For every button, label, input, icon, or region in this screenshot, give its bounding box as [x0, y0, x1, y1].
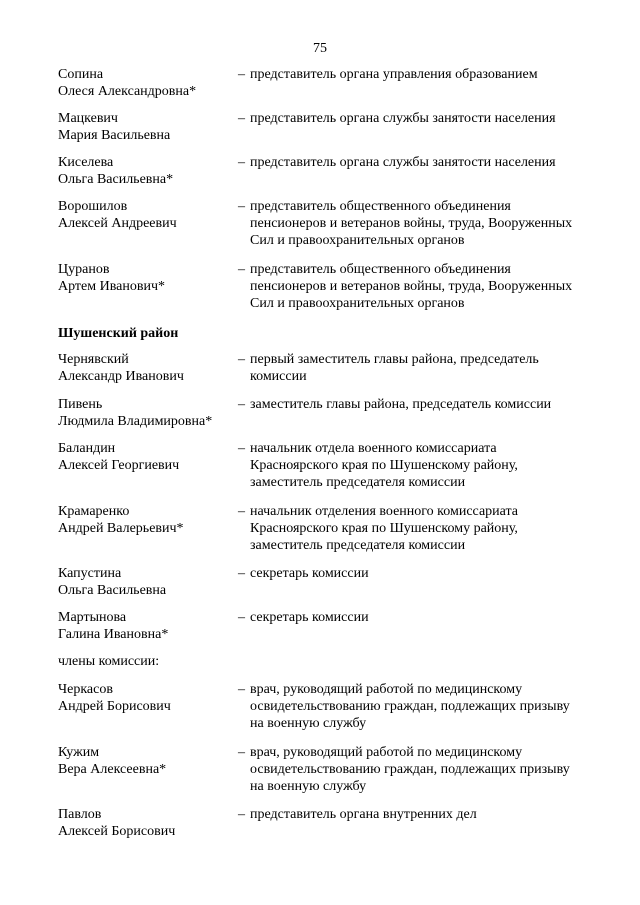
- given-names: Ольга Васильевна: [58, 583, 167, 598]
- surname: Сопина: [58, 67, 104, 82]
- person-name: [58, 744, 238, 778]
- surname: Мацкевич: [58, 111, 118, 126]
- surname: Киселева: [58, 155, 114, 170]
- dash-separator: –: [238, 111, 245, 126]
- surname: Пивень: [58, 397, 103, 412]
- role-line: Красноярского края по Шушенскому району,: [250, 521, 518, 536]
- role-text: [238, 806, 598, 823]
- page-number: 75: [313, 41, 327, 56]
- person-role: [238, 681, 598, 732]
- role-text: [238, 351, 598, 385]
- role-line: первый заместитель главы района, председатель: [250, 352, 539, 367]
- surname: Капустина: [58, 566, 122, 581]
- role-line: Сил и правоохранительных органов: [250, 296, 465, 311]
- role-text: [238, 440, 598, 491]
- person-role: [238, 609, 598, 626]
- role-line: представитель общественного объединения: [250, 262, 511, 277]
- role-text: [238, 503, 598, 554]
- surname: Цуранов: [58, 262, 110, 277]
- role-text: [238, 681, 598, 732]
- dash-separator: –: [238, 397, 245, 412]
- person-name: [58, 66, 238, 100]
- role-line: секретарь комиссии: [250, 566, 369, 581]
- surname: Мартынова: [58, 610, 127, 625]
- person-name: [58, 154, 238, 188]
- person-role: [238, 261, 598, 312]
- person-name: [58, 565, 238, 599]
- person-role: [238, 154, 598, 171]
- person-role: [238, 396, 598, 413]
- role-text: [238, 609, 598, 626]
- person-name: [58, 503, 238, 537]
- given-names: Олеся Александровна*: [58, 84, 197, 99]
- role-line: на военную службу: [250, 779, 367, 794]
- members-label: члены комиссии:: [58, 654, 160, 669]
- given-names: Александр Иванович: [58, 369, 184, 384]
- surname: Баландин: [58, 441, 116, 456]
- given-names: Вера Алексеевна*: [58, 762, 167, 777]
- role-line: представитель общественного объединения: [250, 199, 511, 214]
- surname: Ворошилов: [58, 199, 128, 214]
- role-text: [238, 396, 598, 413]
- role-line: освидетельствованию граждан, подлежащих призыву: [250, 699, 570, 714]
- given-names: Людмила Владимировна*: [58, 414, 213, 429]
- role-line: Красноярского края по Шушенскому району,: [250, 458, 518, 473]
- surname: Чернявский: [58, 352, 129, 367]
- person-name: [58, 396, 238, 430]
- person-role: [238, 806, 598, 823]
- role-text: [238, 198, 598, 249]
- given-names: Мария Васильевна: [58, 128, 171, 143]
- role-line: секретарь комиссии: [250, 610, 369, 625]
- role-line: заместитель главы района, председатель комиссии: [250, 397, 552, 412]
- given-names: Алексей Георгиевич: [58, 458, 180, 473]
- person-name: [58, 261, 238, 295]
- role-line: начальник отделения военного комиссариата: [250, 504, 519, 519]
- dash-separator: –: [238, 67, 245, 82]
- role-line: на военную службу: [250, 716, 367, 731]
- given-names: Артем Иванович*: [58, 279, 166, 294]
- role-line: Сил и правоохранительных органов: [250, 233, 465, 248]
- role-line: представитель органа внутренних дел: [250, 807, 477, 822]
- dash-separator: –: [238, 199, 245, 214]
- dash-separator: –: [238, 504, 245, 519]
- given-names: Ольга Васильевна*: [58, 172, 174, 187]
- given-names: Андрей Валерьевич*: [58, 521, 184, 536]
- person-role: [238, 110, 598, 127]
- role-line: врач, руководящий работой по медицинскому: [250, 682, 523, 697]
- person-role: [238, 198, 598, 249]
- role-line: начальник отдела военного комиссариата: [250, 441, 497, 456]
- dash-separator: –: [238, 610, 245, 625]
- person-name: [58, 681, 238, 715]
- role-line: комиссии: [250, 369, 307, 384]
- person-name: [58, 198, 238, 232]
- surname: Черкасов: [58, 682, 113, 697]
- role-text: [238, 66, 598, 83]
- dash-separator: –: [238, 807, 245, 822]
- dash-separator: –: [238, 745, 245, 760]
- surname: Павлов: [58, 807, 102, 822]
- given-names: Алексей Борисович: [58, 824, 176, 839]
- dash-separator: –: [238, 566, 245, 581]
- dash-separator: –: [238, 262, 245, 277]
- role-line: врач, руководящий работой по медицинскому: [250, 745, 523, 760]
- person-name: [58, 110, 238, 144]
- role-line: заместитель председателя комиссии: [250, 475, 466, 490]
- role-text: [238, 154, 598, 171]
- person-name: [58, 440, 238, 474]
- surname: Кужим: [58, 745, 100, 760]
- given-names: Галина Ивановна*: [58, 627, 169, 642]
- person-role: [238, 440, 598, 491]
- surname: Крамаренко: [58, 504, 130, 519]
- person-role: [238, 351, 598, 385]
- given-names: Андрей Борисович: [58, 699, 171, 714]
- person-role: [238, 66, 598, 83]
- person-name: [58, 609, 238, 643]
- person-role: [238, 744, 598, 795]
- role-text: [238, 110, 598, 127]
- role-text: [238, 565, 598, 582]
- role-line: пенсионеров и ветеранов войны, труда, Вооруженных: [250, 279, 573, 294]
- section-heading: Шушенский район: [58, 326, 179, 341]
- role-line: освидетельствованию граждан, подлежащих призыву: [250, 762, 570, 777]
- person-role: [238, 565, 598, 582]
- dash-separator: –: [238, 352, 245, 367]
- given-names: Алексей Андреевич: [58, 216, 177, 231]
- person-name: [58, 351, 238, 385]
- dash-separator: –: [238, 441, 245, 456]
- role-line: представитель органа службы занятости населения: [250, 155, 556, 170]
- dash-separator: –: [238, 155, 245, 170]
- person-role: [238, 503, 598, 554]
- dash-separator: –: [238, 682, 245, 697]
- role-line: пенсионеров и ветеранов войны, труда, Вооруженных: [250, 216, 573, 231]
- role-text: [238, 744, 598, 795]
- role-line: представитель органа управления образованием: [250, 67, 538, 82]
- role-line: представитель органа службы занятости населения: [250, 111, 556, 126]
- role-line: заместитель председателя комиссии: [250, 538, 466, 553]
- role-text: [238, 261, 598, 312]
- person-name: [58, 806, 238, 840]
